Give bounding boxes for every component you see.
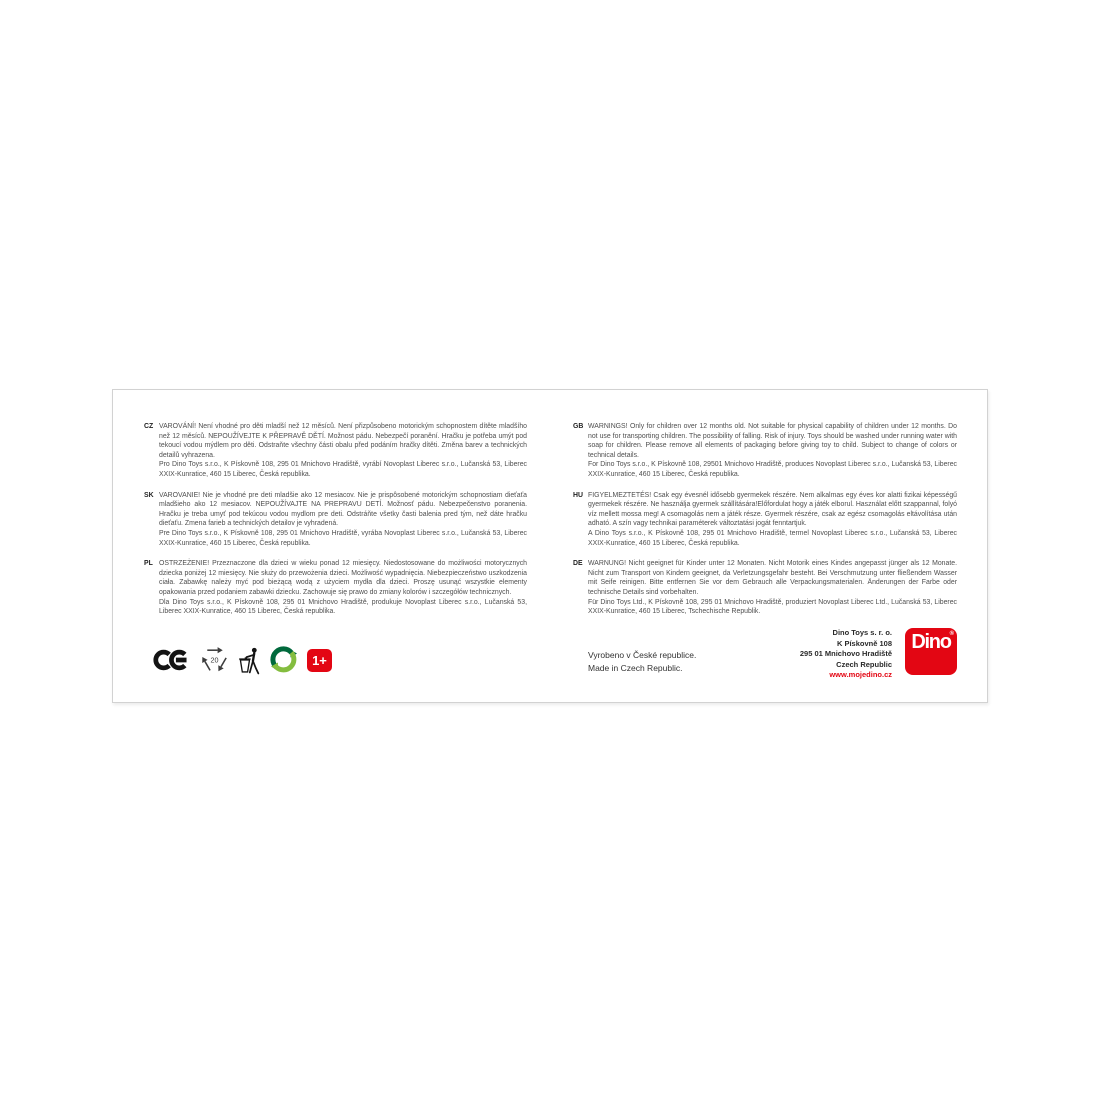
company-city: 295 01 Mnichovo Hradiště: [799, 649, 892, 659]
warning-text-sk: VAROVANIE! Nie je vhodné pre deti mladšie ako 12 mesiacov. Nie je prispôsobené motorickým schopnostiam dieťaťa mladšieho ako 12 mesiacov. NEPOUŽÍVAJTE NA PREPRAVU DETÍ. Možnosť pádu. Nebezpečenstvo poranenia. Hračku je treba umyť pod tekúcou vodou mydlom pre deti. Odstráňte všetky časti balenia pred tým, než dáte hračku dieťaťu. Zmena farieb a technických detailov je vyhradená.: [159, 491, 527, 528]
manufacturer-address-hu: A Dino Toys s.r.o., K Pískovně 108, 295 01 Mnichovo Hradiště, termel Novoplast Liberec s.r.o., Lučanská 53, Liberec XXIX-Kunratice, 460 15 Liberec, Česká republika.: [588, 529, 957, 547]
language-code-sk: SK: [144, 491, 154, 499]
warning-block-gb: [573, 422, 957, 480]
warning-block-hu: [573, 491, 957, 549]
language-code-gb: GB: [573, 423, 584, 430]
language-code-de: DE: [573, 560, 583, 568]
warning-text-cz: VAROVÁNÍ! Není vhodné pro děti mladší než 12 měsíců. Není přizpůsobeno motorickým schopnostem dítěte mladšího než 12 měsíců. NEPOUŽÍVEJTE K PŘEPRAVĚ DĚTÍ. Možnost pádu. Nebezpečí poranění. Hračku je potřeba umýt pod tekoucí vodou mýdlem pro děti. Odstraňte všechny části obalu před podáním hračky dítěti. Změna barev a technických detailů vyhrazena.: [159, 423, 527, 459]
warnings-column-right: [573, 422, 957, 628]
language-code-pl: PL: [144, 560, 153, 568]
warning-block-de: [573, 559, 957, 617]
warning-label-panel: [112, 389, 988, 703]
tidyman-icon: [238, 645, 261, 675]
recycling-icon: [200, 644, 229, 677]
recycling-code: 20: [210, 655, 219, 665]
dino-logo-text: Dino: [911, 631, 951, 653]
warning-block-pl: [144, 559, 527, 617]
made-in-text: [588, 649, 696, 675]
company-address-block: [800, 628, 892, 681]
company-name: Dino Toys s. r. o.: [832, 628, 892, 637]
manufacturer-address-cz: Pro Dino Toys s.r.o., K Pískovně 108, 295 01 Mnichovo Hradiště, vyrábí Novoplast Liberec s.r.o., Lučanská 53, Liberec XXIX-Kunratice, 460 15 Liberec, Česká republika.: [159, 461, 527, 478]
warning-text-de: WARNUNG! Nicht geeignet für Kinder unter 12 Monaten. Nicht Motorik eines Kindes angepasst jünger als 12 Monate. Nicht zum Transport von Kindern geeignet, da Verletzungsgefahr besteht. Bei Verschmutzung unter fließendem Wasser mit Seife reinigen. Bitte entfernen Sie vor dem Gebrauch alle Verpackungsmaterialen. Änderungen der Farbe oder technische Details sind vorbehalten.: [588, 560, 957, 596]
language-code-hu: HU: [573, 491, 583, 499]
age-recommendation-badge: 1+: [307, 649, 332, 672]
warning-block-cz: [144, 422, 527, 480]
manufacturer-address-sk: Pre Dino Toys s.r.o., K Pískovně 108, 295 01 Mnichovo Hradiště, vyrába Novoplast Liberec s.r.o., Lučanská 53, Liberec XXIX-Kunratice, 460 15 Liberec, Česká republika.: [159, 529, 527, 547]
manufacturer-address-de: Für Dino Toys Ltd., K Pískovně 108, 295 01 Mnichovo Hradiště, produziert Novoplast Liberec Ltd., Lučanská 53, Liberec XXIX-Kunratice, 460 15 Liberec, Tschechische Republik.: [588, 598, 957, 616]
registered-trademark-icon: ®: [949, 631, 954, 637]
warning-text-hu: FIGYELMEZTETÉS! Csak egy évesnél idősebb gyermekek részére. Nem alkalmas egy éves kor alatti fizikai képességű gyermekek részére. Ne használja gyermek szállítására!Előfordulat hogy a játék elborul. Használat előtt szappannal, folyó víz mellett mossa meg! A csomagolás nem a játék része. Gyermek részére, csak az egész csomagolás eltávolítása után adható. A szín vagy technikai paraméterek változtatási jogát fenntartjuk.: [588, 491, 957, 528]
made-in-line-en: Made in Czech Republic.: [588, 663, 683, 673]
warnings-column-left: [144, 422, 527, 628]
company-country: Czech Republic: [836, 659, 892, 669]
warning-text-pl: OSTRZEŻENIE! Przeznaczone dla dzieci w wieku ponad 12 miesięcy. Niedostosowane do możliwości motorycznych dziecka poniżej 12 miesięcy. Nie służy do przewożenia dzieci. Możliwość wypadnięcia. Niebezpieczeństwo uszkodzenia ciała. Zabawkę należy myć pod bieżącą wodą z użyciem mydła dla dzieci. Proszę usunąć wszystkie elementy opakowania przed podaniem zabawki dziecku. Zachowuje się prawo do zmiany kolorów i szczegółów technicznych.: [159, 560, 527, 596]
compliance-icons-row: [153, 643, 332, 677]
manufacturer-address-pl: Dla Dino Toys s.r.o., K Pískovně 108, 295 01 Mnichovo Hradiště, produkuje Novoplast Liberec s.r.o., Lučanská 53, Liberec XXIX-Kunratice, 460 15 Liberec, Česká republika.: [159, 598, 527, 616]
warning-text-gb: WARNINGS! Only for children over 12 months old. Not suitable for physical capability of children under 12 months. Do not use for transporting children. The possibility of falling. Risk of injury. Toys should be washed under running water with soap for children. Please remove all elements of packaging before giving toy to child. Subject to change of colors or technical details.: [588, 423, 957, 459]
manufacturer-address-gb: For Dino Toys s.r.o., K Pískovně 108, 29501 Mnichovo Hradiště, produces Novoplast Liberec s.r.o., Lučanská 53, Liberec XXIX-Kunratice, 460 15 Liberec, Česká republika.: [588, 461, 957, 478]
made-in-line-cz: Vyrobeno v České republice.: [588, 650, 697, 660]
warning-block-sk: [144, 491, 527, 549]
dino-logo: [905, 628, 957, 675]
language-code-cz: CZ: [144, 423, 154, 430]
green-dot-icon: [270, 646, 298, 674]
company-street: K Pískovně 108: [836, 638, 892, 648]
ce-mark-icon: [153, 647, 191, 673]
company-website: www.mojedino.cz: [829, 670, 892, 680]
